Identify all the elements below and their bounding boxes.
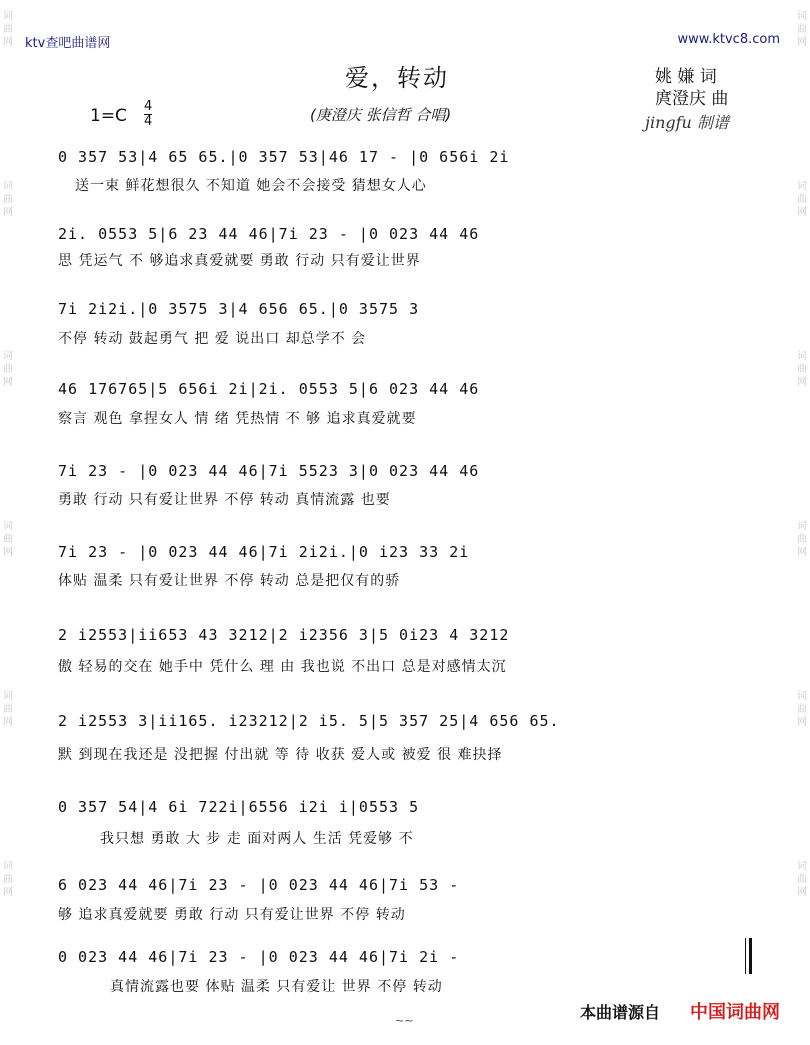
final-barline-thin [745, 938, 746, 974]
final-barline-thick [749, 938, 752, 974]
source-label: 本曲谱源自 [580, 1003, 661, 1022]
key-signature: 1=C [90, 106, 127, 126]
performers: (庚澄庆 张信哲 合唱) [310, 106, 452, 124]
transcriber-credit: jingfu 制谱 [645, 113, 729, 132]
watermark-right-1: 词 曲 网 [797, 11, 807, 48]
lyric-row-1: 送一束 鲜花想很久 不知道 她会不会接受 猜想女人心 [75, 178, 427, 194]
lyric-row-4: 察言 观色 拿捏女人 情 绪 凭热情 不 够 追求真爱就要 [58, 411, 417, 427]
notation-row-9: 0 357 54|4 6i 722i|6556 i2i i|0553 5 [58, 798, 420, 816]
lyric-row-10: 够 追求真爱就要 勇敢 行动 只有爱让世界 不停 转动 [58, 907, 406, 923]
watermark-right-2: 词 曲 网 [797, 181, 807, 218]
notation-row-5: 7i 23 - |0 023 44 46|7i 5523 3|0 023 44 46 [58, 462, 480, 480]
time-signature [144, 100, 152, 129]
watermark-right-4: 词 曲 网 [797, 521, 807, 558]
watermark-left-6: 词 曲 网 [3, 861, 13, 898]
site-url-right[interactable]: www.ktvc8.com [677, 32, 780, 47]
watermark-right-3: 词 曲 网 [797, 351, 807, 388]
notation-row-3: 7i 2i2i.|0 3575 3|4 656 65.|0 3575 3 [58, 300, 420, 318]
notation-row-11: 0 023 44 46|7i 23 - |0 023 44 46|7i 2i - [58, 948, 460, 966]
lyric-row-8: 默 到现在我还是 没把握 付出就 等 待 收获 爱人或 被爱 很 难抉择 [58, 747, 503, 763]
lyric-row-2: 思 凭运气 不 够追求真爱就要 勇敢 行动 只有爱让世界 [58, 253, 421, 269]
composer-credit: 庹澄庆 曲 [655, 89, 729, 109]
time-signature-top: 4 [144, 99, 153, 114]
source-site-link[interactable]: 中国词曲网 [690, 1002, 780, 1023]
notation-row-1: 0 357 53|4 65 65.|0 357 53|46 17 - |0 656i 2i [58, 148, 510, 166]
notation-row-10: 6 023 44 46|7i 23 - |0 023 44 46|7i 53 - [58, 876, 460, 894]
time-signature-bottom: 4 [144, 114, 153, 129]
page-number: ~~ [395, 1014, 414, 1027]
lyricist-credit: 姚 嫌 词 [655, 67, 717, 87]
lyric-row-3: 不停 转动 鼓起勇气 把 爱 说出口 却总学不 会 [58, 331, 367, 347]
lyric-row-6: 体贴 温柔 只有爱让世界 不停 转动 总是把仅有的骄 [58, 573, 401, 589]
notation-row-7: 2 i2553|ii653 43 3212|2 i2356 3|5 0i23 4 3212 [58, 626, 510, 644]
watermark-left-3: 词 曲 网 [3, 351, 13, 388]
lyric-row-7: 傲 轻易的交在 她手中 凭什么 理 由 我也说 不出口 总是对感情太沉 [58, 659, 507, 675]
lyric-row-5: 勇敢 行动 只有爱让世界 不停 转动 真情流露 也要 [58, 492, 391, 508]
notation-row-8: 2 i2553 3|ii165. i23212|2 i5. 5|5 357 25|4 656 65. [58, 712, 560, 730]
watermark-left-1: 词 曲 网 [3, 11, 13, 48]
lyric-row-9: 我只想 勇敢 大 步 走 面对两人 生活 凭爱够 不 [100, 831, 414, 847]
lyric-row-11: 真情流露也要 体贴 温柔 只有爱让 世界 不停 转动 [110, 979, 443, 995]
watermark-right-6: 词 曲 网 [797, 861, 807, 898]
watermark-left-2: 词 曲 网 [3, 181, 13, 218]
notation-row-4: 46 176765|5 656i 2i|2i. 0553 5|6 023 44 46 [58, 380, 480, 398]
site-name-left[interactable]: ktv查吧曲谱网 [25, 36, 111, 51]
watermark-left-5: 词 曲 网 [3, 691, 13, 728]
notation-row-2: 2i. 0553 5|6 23 44 46|7i 23 - |0 023 44 46 [58, 225, 480, 243]
watermark-right-5: 词 曲 网 [797, 691, 807, 728]
notation-row-6: 7i 23 - |0 023 44 46|7i 2i2i.|0 i23 33 2i [58, 543, 470, 561]
song-title: 爱，转动 [345, 64, 449, 92]
watermark-left-4: 词 曲 网 [3, 521, 13, 558]
